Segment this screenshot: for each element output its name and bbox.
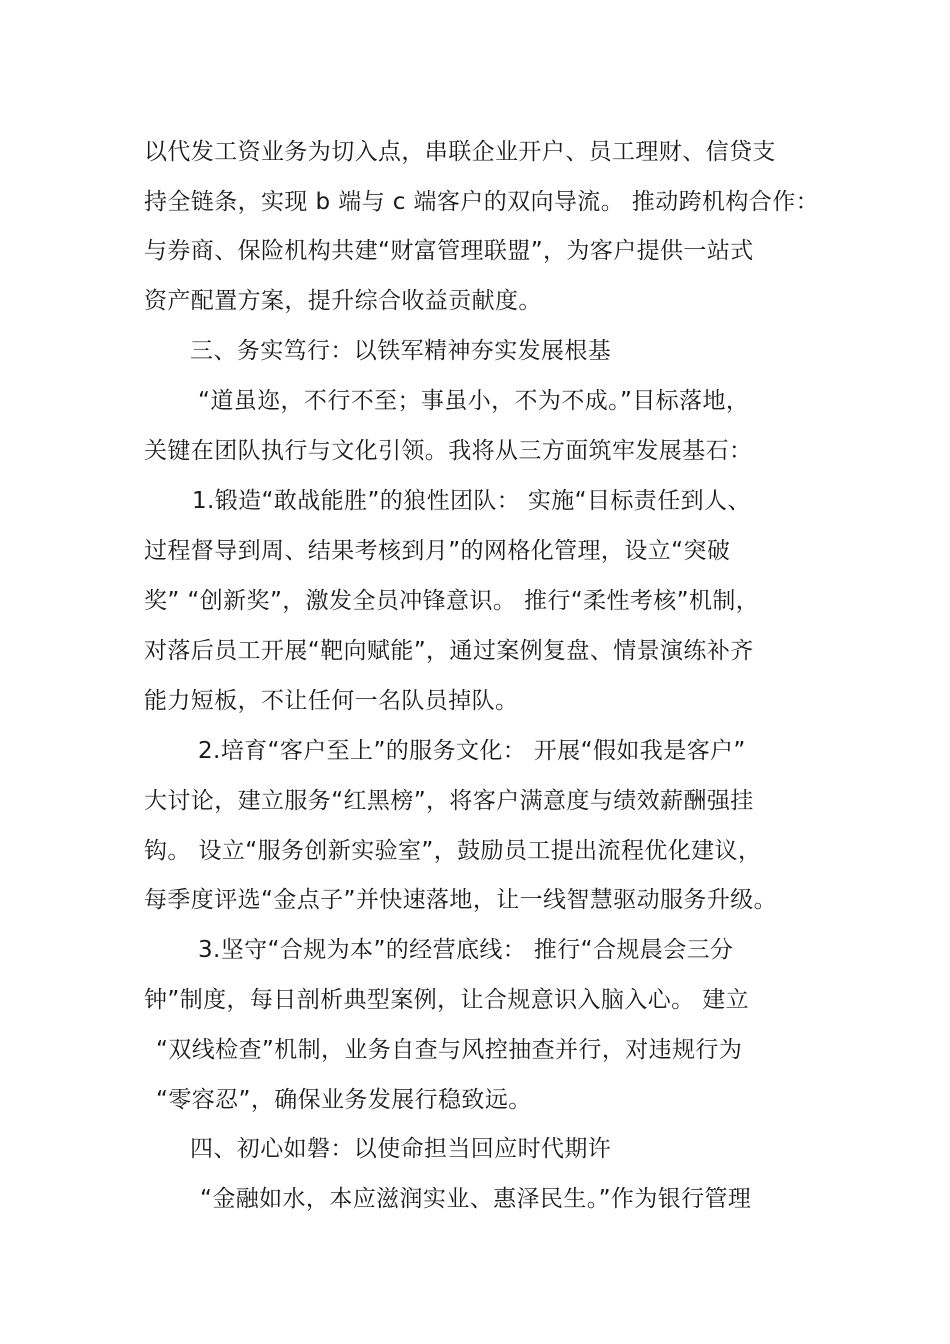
text-line: 关键在团队执行与文化引领。我将从三方面筑牢发展基石： bbox=[144, 438, 753, 464]
text-line: 能力短板，不让任何一名队员掉队。 bbox=[144, 688, 519, 714]
text-line: “零容忍”，确保业务发展行稳致远。 bbox=[156, 1087, 532, 1113]
text-line: 资产配置方案，提升综合收益贡献度。 bbox=[144, 288, 542, 314]
text-line: 钩。 设立“服务创新实验室”，鼓励员工提出流程优化建议， bbox=[144, 838, 762, 864]
text-line: 钟”制度，每日剖析典型案例，让合规意识入脑入心。 建立 bbox=[144, 987, 750, 1013]
text-line: 与券商、保险机构共建“财富管理联盟”，为客户提供一站式 bbox=[144, 238, 754, 264]
text-line: 过程督导到周、结果考核到月”的网格化管理，设立“突破 bbox=[144, 538, 731, 564]
text-line: 对落后员工开展“靶向赋能”，通过案例复盘、情景演练补齐 bbox=[144, 638, 754, 664]
text-line: 每季度评选“金点子”并快速落地，让一线智慧驱动服务升级。 bbox=[144, 887, 778, 913]
section-heading: 四、初心如磐：以使命担当回应时代期许 bbox=[190, 1136, 612, 1162]
text-line: 奖” “创新奖”，激发全员冲锋意识。 推行“柔性考核”机制， bbox=[144, 588, 760, 614]
text-line: 1.锻造“敢战能胜”的狼性团队： 实施“目标责任到人、 bbox=[192, 488, 751, 514]
text-line: 持全链条，实现 b 端与 c 端客户的双向导流。 推动跨机构合作： bbox=[144, 189, 820, 215]
text-line: “金融如水，本应滋润实业、惠泽民生。”作为银行管理 bbox=[200, 1186, 752, 1212]
text-line: 以代发工资业务为切入点，串联企业开户、员工理财、信贷支 bbox=[144, 139, 776, 165]
text-line: 大讨论，建立服务“红黑榜”，将客户满意度与绩效薪酬强挂 bbox=[144, 788, 754, 814]
text-line: “双线检查”机制，业务自查与风控抽查并行，对违规行为 bbox=[156, 1037, 743, 1063]
text-line: 3.坚守“合规为本”的经营底线： 推行“合规晨会三分 bbox=[198, 937, 734, 963]
section-heading: 三、务实笃行：以铁军精神夯实发展根基 bbox=[190, 338, 612, 364]
text-line: 2.培育“客户至上”的服务文化： 开展“假如我是客户” bbox=[198, 738, 746, 764]
text-line: “道虽迩，不行不至；事虽小，不为不成。”目标落地， bbox=[198, 388, 750, 414]
